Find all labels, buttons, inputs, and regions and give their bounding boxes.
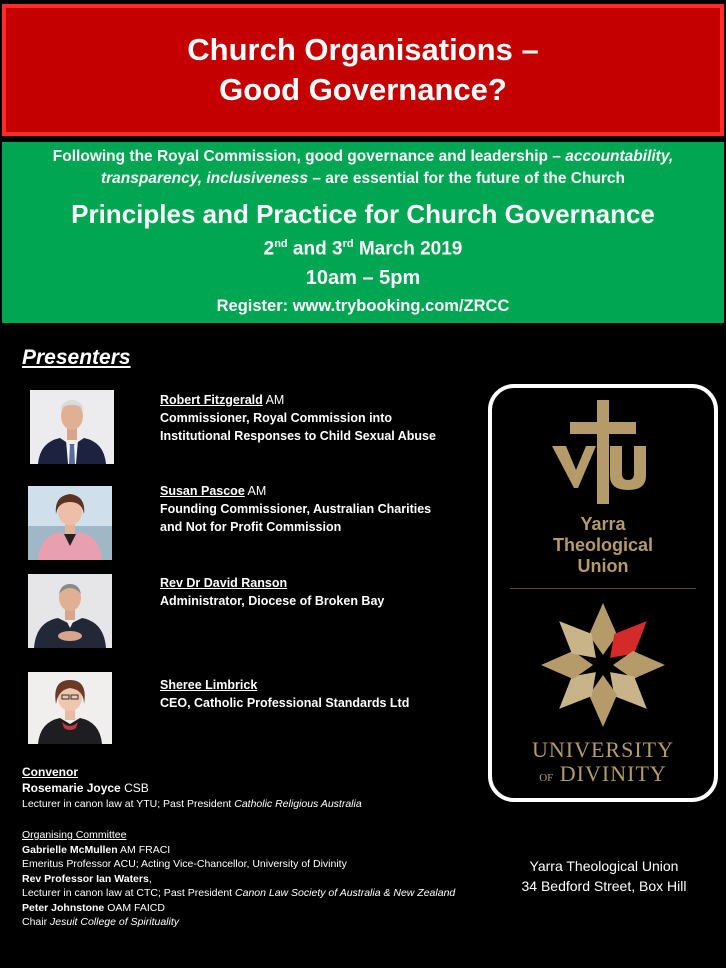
- presenter-name: Robert Fitzgerald: [160, 393, 263, 407]
- committee-member-desc-emphasis: Canon Law Society of Australia & New Zealand: [235, 887, 456, 899]
- uod-line-1: UNIVERSITY: [532, 737, 674, 762]
- convenor-desc-emphasis: Catholic Religious Australia: [234, 798, 362, 810]
- presenter-info-4: [160, 676, 409, 712]
- uod-of: OF: [539, 772, 554, 784]
- committee-member-postnominal: ,: [148, 872, 152, 885]
- intro-text: [2, 146, 724, 190]
- presenter-photo-susan-pascoe: [28, 486, 112, 560]
- event-dates: [2, 230, 724, 263]
- presenter-role-line-1: Founding Commissioner, Australian Charities: [160, 502, 432, 516]
- convenor-section: [22, 764, 362, 812]
- date-day-2: 3: [332, 238, 343, 260]
- presenter-role-line-1: CEO, Catholic Professional Standards Ltd: [160, 696, 410, 710]
- date-day-1: 2: [263, 238, 275, 260]
- presenter-role-line-1: Commissioner, Royal Commission into: [160, 411, 392, 425]
- event-time: 10am – 5pm: [305, 267, 421, 290]
- convenor-desc: Lecturer in canon law at YTU; Past President: [22, 798, 235, 810]
- event-headline: Principles and Practice for Church Governance: [71, 199, 655, 229]
- presenter-photo-david-ranson: [28, 574, 112, 648]
- committee-member-desc: Lecturer in canon law at CTC; Past President: [22, 887, 236, 899]
- presenter-role-line-1: Administrator, Diocese of Broken Bay: [160, 594, 385, 608]
- title-line-1: Church Organisations –: [187, 32, 539, 67]
- presenter-photo-robert-fitzgerald: [30, 390, 114, 464]
- presenter-name: Sheree Limbrick: [160, 678, 258, 692]
- committee-member-name: Gabrielle McMullen: [22, 843, 118, 856]
- presenter-name: Rev Dr David Ranson: [160, 576, 288, 590]
- ytu-line-2: Theological: [552, 535, 653, 555]
- intro-part-1: Following the Royal Commission, good governance and leadership –: [52, 148, 566, 165]
- university-star-logo-icon: [538, 600, 668, 730]
- uod-wordmark: [492, 738, 714, 790]
- convenor-label: Convenor: [22, 765, 79, 779]
- ytu-wordmark: [492, 514, 714, 577]
- ytu-line-3: Union: [577, 556, 629, 576]
- intro-part-2: – are essential for the future of the Church: [308, 170, 625, 187]
- presenter-role-line-2: Institutional Responses to Child Sexual Abuse: [160, 429, 436, 443]
- venue-line-2: 34 Bedford Street, Box Hill: [521, 878, 687, 894]
- presenter-name: Susan Pascoe: [160, 484, 245, 498]
- committee-member-postnominal: AM FRACI: [117, 843, 171, 856]
- ytu-cross-logo-icon: [548, 398, 658, 508]
- presenter-postnominal: AM: [244, 484, 267, 498]
- date-suffix-1: nd: [274, 238, 288, 250]
- committee-label: Organising Committee: [22, 829, 127, 841]
- committee-member-postnominal: OAM FAICD: [104, 901, 165, 914]
- presenters-heading: Presenters: [22, 346, 131, 369]
- presenter-role-line-2: and Not for Profit Commission: [160, 520, 342, 534]
- venue-line-1: Yarra Theological Union: [529, 858, 679, 874]
- date-and: and: [287, 238, 332, 260]
- committee-member-desc-emphasis: Jesuit College of Spirituality: [50, 916, 179, 928]
- committee-member-name: Rev Professor Ian Waters: [22, 872, 149, 885]
- register-link[interactable]: Register: www.trybooking.com/ZRCC: [216, 297, 510, 316]
- convenor-postnominal: CSB: [120, 781, 149, 795]
- committee-member-desc: Emeritus Professor ACU; Acting Vice-Chancellor, University of Divinity: [22, 858, 347, 870]
- date-month-year: March 2019: [353, 238, 463, 260]
- presenter-info-1: [160, 391, 436, 445]
- presenter-info-2: [160, 482, 431, 536]
- uod-line-2: DIVINITY: [559, 761, 667, 786]
- date-suffix-2: rd: [342, 238, 354, 250]
- convenor-name: Rosemarie Joyce: [22, 781, 121, 795]
- presenter-postnominal: AM: [262, 393, 285, 407]
- title-banner: [2, 4, 724, 136]
- event-details-box: [2, 142, 724, 323]
- committee-section: [22, 828, 455, 930]
- intro-emphasis: accountability, transparency, inclusiveness: [100, 148, 674, 187]
- venue-address: [504, 856, 704, 896]
- committee-member-name: Peter Johnstone: [22, 901, 105, 914]
- committee-member-desc: Chair: [22, 916, 51, 928]
- logo-card: [488, 384, 718, 802]
- presenter-info-3: [160, 574, 384, 610]
- ytu-line-1: Yarra: [580, 514, 626, 534]
- presenter-photo-sheree-limbrick: [28, 672, 112, 744]
- title-line-2: Good Governance?: [219, 72, 507, 107]
- logo-divider: [510, 588, 696, 589]
